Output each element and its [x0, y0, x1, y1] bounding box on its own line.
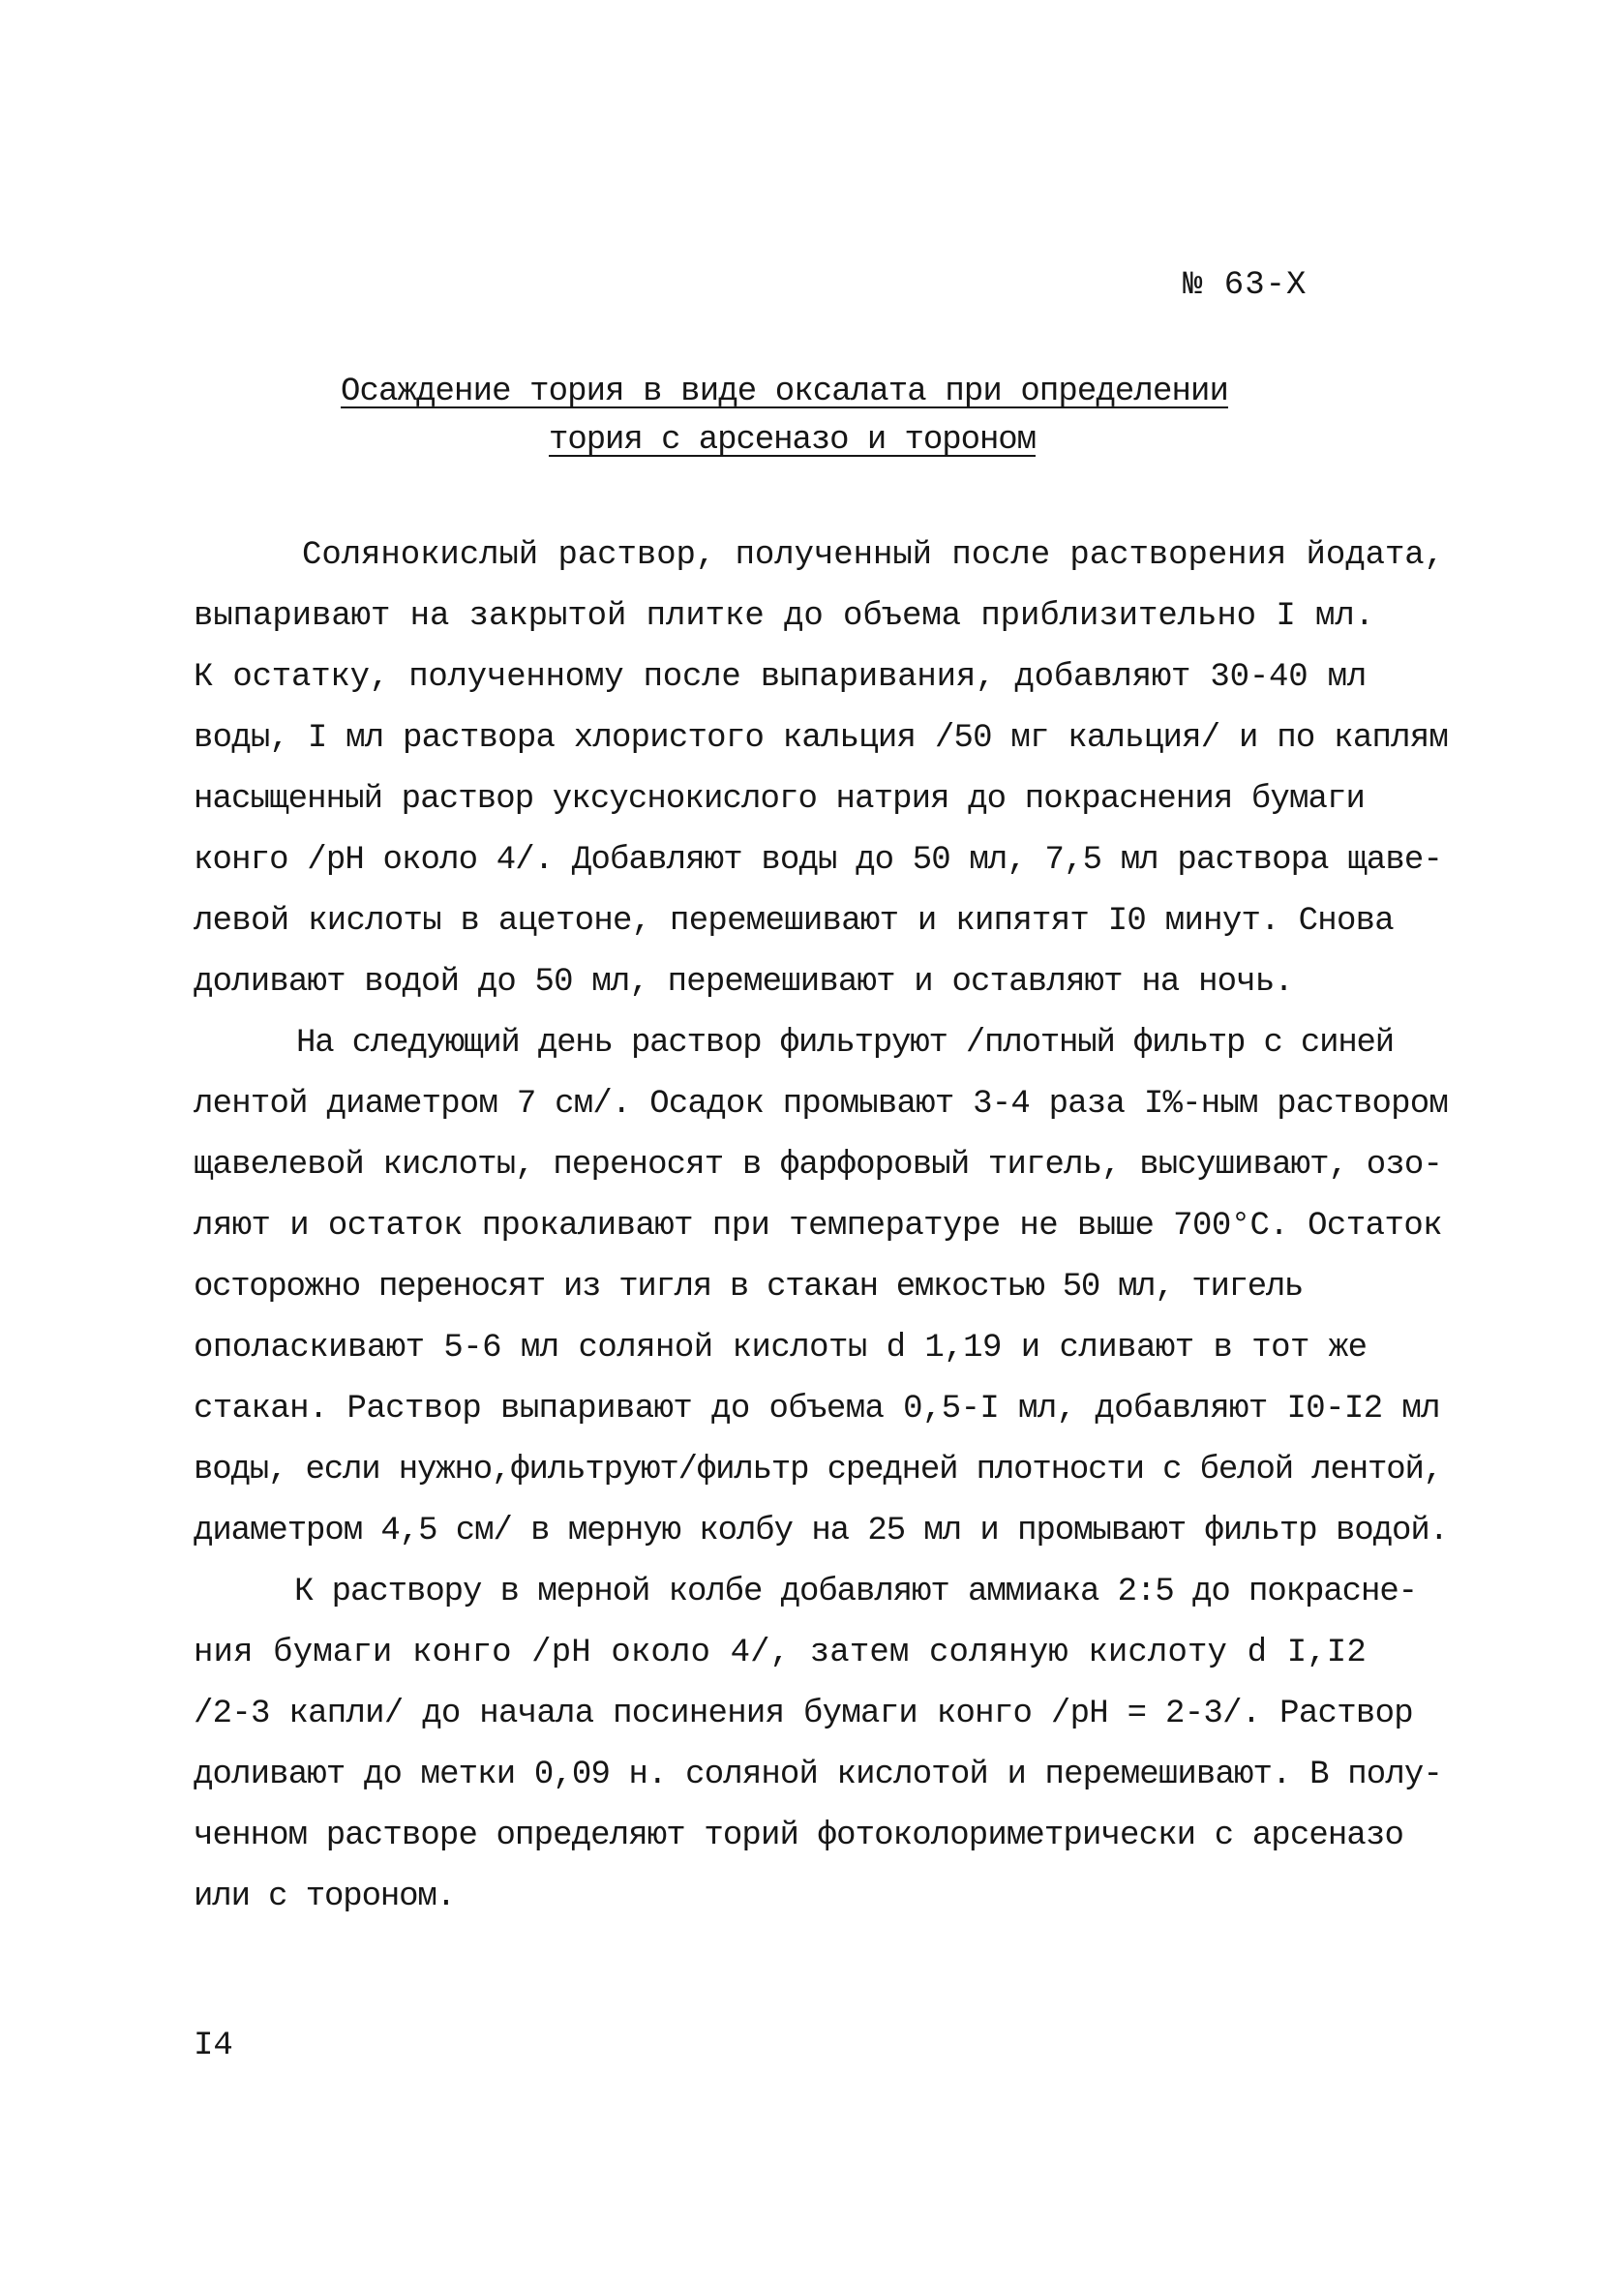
body-line: Солянокислый раствор, полученный после растворения йодата,: [302, 537, 1444, 574]
body-line: щавелевой кислоты, переносят в фарфоровый тигель, высушивают, озо-: [194, 1147, 1442, 1184]
body-line: воды, I мл раствора хлористого кальция /50 мг кальция/ и по каплям: [194, 720, 1448, 757]
body-line: левой кислоты в ацетоне, перемешивают и кипятят I0 минут. Снова: [194, 903, 1394, 940]
body-line: выпаривают на закрытой плитке до объема приблизительно I мл.: [194, 598, 1374, 635]
body-line: К раствору в мерной колбе добавляют аммиака 2:5 до покрасне-: [294, 1574, 1417, 1610]
body-line: ченном растворе определяют торий фотоколориметрически с арсеназо: [194, 1818, 1404, 1854]
body-line: лентой диаметром 7 см/. Осадок промывают 3-4 раза I%-ным раствором: [194, 1086, 1448, 1123]
body-line: воды, если нужно,фильтруют/фильтр средней плотности с белой лентой,: [194, 1452, 1442, 1488]
body-line: диаметром 4,5 см/ в мерную колбу на 25 мл и промывают фильтр водой.: [194, 1513, 1449, 1549]
body-line: насыщенный раствор уксуснокислого натрия до покраснения бумаги: [194, 781, 1366, 818]
body-line: доливают водой до 50 мл, перемешивают и оставляют на ночь.: [194, 964, 1294, 1001]
body-line: конго /рН около 4/. Добавляют воды до 50 мл, 7,5 мл раствора щаве-: [194, 842, 1442, 879]
body-line: ляют и остаток прокаливают при температуре не выше 700°С. Остаток: [194, 1208, 1443, 1245]
body-line: или с тороном.: [194, 1879, 455, 1915]
body-line: доливают до метки 0,09 н. соляной кислотой и перемешивают. В полу-: [194, 1757, 1442, 1793]
body-line: осторожно переносят из тигля в стакан емкостью 50 мл, тигель: [194, 1269, 1304, 1306]
body-line: стакан. Раствор выпаривают до объема 0,5-I мл, добавляют I0-I2 мл: [194, 1391, 1440, 1428]
document-number: № 63-Х: [1183, 267, 1308, 304]
title-line-2: тория с арсеназо и тороном: [549, 422, 1036, 459]
body-line: ополаскивают 5-6 мл соляной кислоты d 1,19 и сливают в тот же: [194, 1330, 1368, 1367]
title-line-1: Осаждение тория в виде оксалата при определении: [341, 374, 1228, 410]
body-line: /2-3 капли/ до начала посинения бумаги конго /рН = 2-3/. Раствор: [194, 1696, 1413, 1732]
body-line: ния бумаги конго /рН около 4/, затем соляную кислоту d I,I2: [194, 1635, 1367, 1671]
body-line: К остатку, полученному после выпаривания, добавляют 30-40 мл: [194, 659, 1368, 696]
page-number: I4: [194, 2028, 233, 2064]
body-line: На следующий день раствор фильтруют /плотный фильтр с синей: [296, 1025, 1394, 1062]
